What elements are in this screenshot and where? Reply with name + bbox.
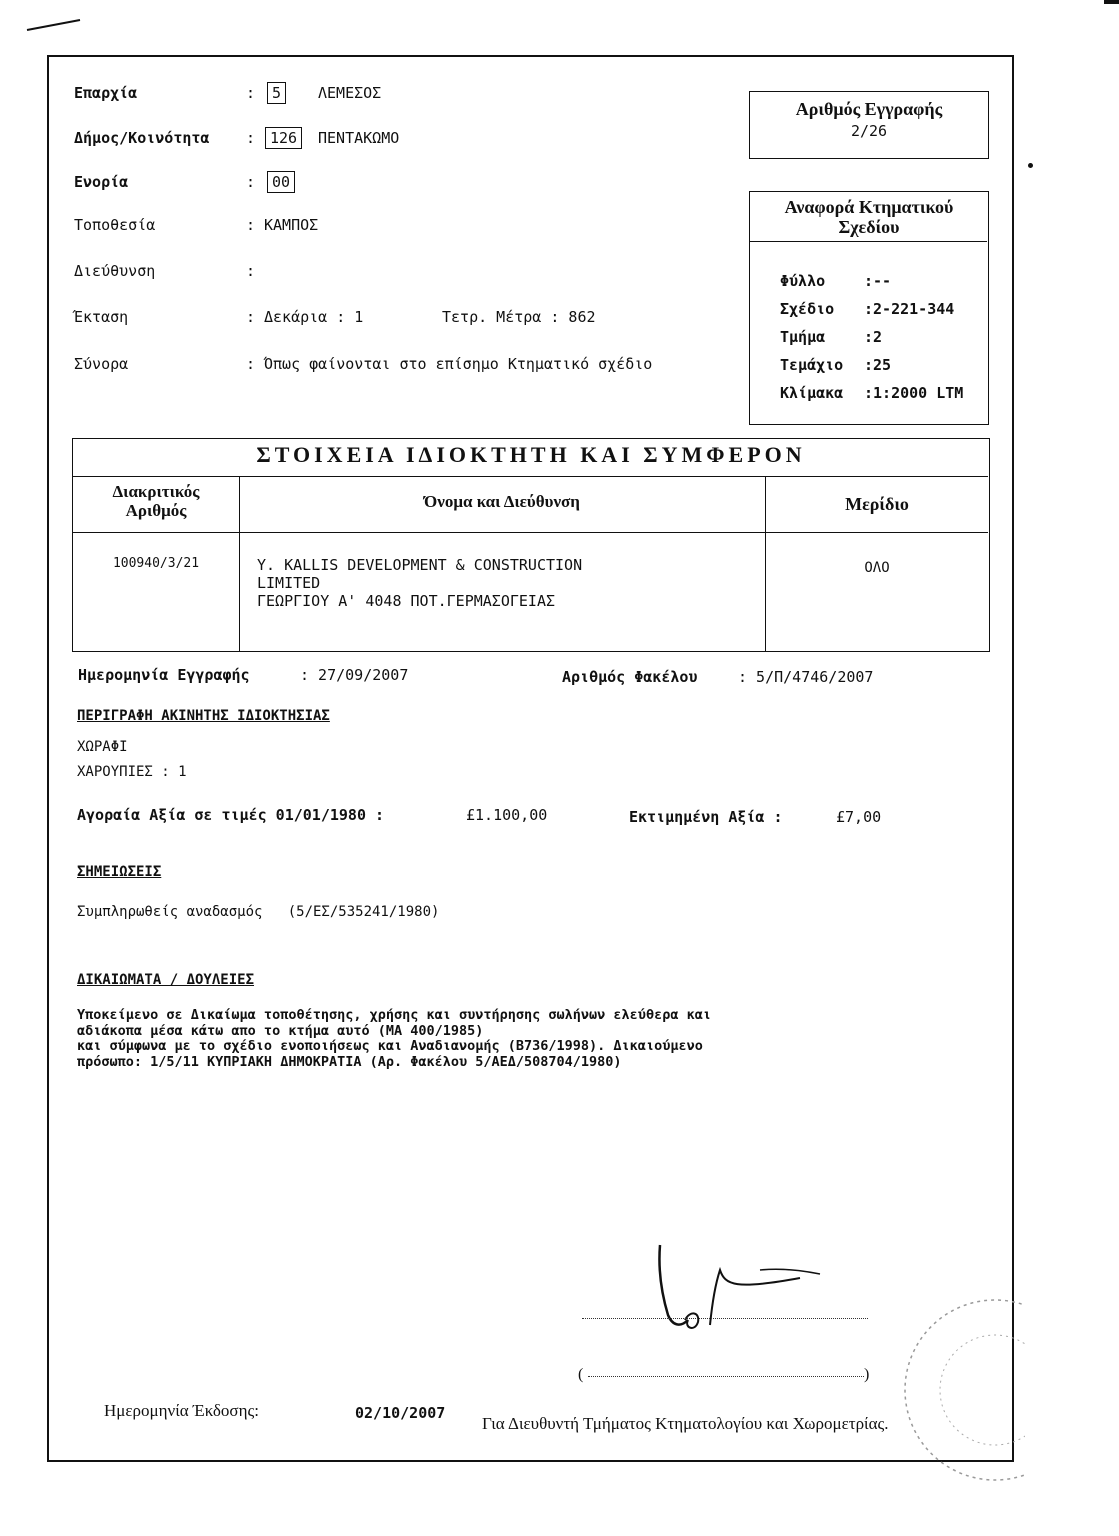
synora-label: Σύνορα [74,355,129,373]
topothesia-label: Τοποθεσία [74,216,156,234]
eparchia-code-box [267,82,286,104]
enoria-label: Ενορία [74,173,129,191]
rights-line3: και σύμφωνα με το σχέδιο ενοποιήσεως και Αναδιανομής (Β736/1998). Δικαιούμενο [77,1038,703,1054]
rights-line4: πρόσωπο: 1/5/11 ΚΥΠΡΙΑΚΗ ΔΗΜΟΚΡΑΤΙΑ (Αρ. Φακέλου 5/ΑΕΔ/508704/1980) [77,1053,622,1070]
plan-label-section: Τμήμα [780,328,826,346]
rights-heading: ΔΙΚΑΙΩΜΑΤΑ / ΔΟΥΛΕΙΕΣ [77,972,255,988]
colon: : [246,216,256,234]
signature-line [582,1318,868,1319]
estimated-value: £7,00 [836,808,882,826]
colon: : [246,129,256,147]
registration-number-value: 2/26 [850,122,888,140]
signature [640,1240,840,1335]
colon: : [246,355,256,373]
ektasi-dekaria: Δεκάρια : 1 [264,308,364,326]
plan-box-divider [750,241,987,242]
plan-reference-title: Αναφορά Κτηματικού Σχεδίου [784,197,954,237]
plan-value-scale: :1:2000 LTM [864,384,964,402]
file-number-value: : 5/Π/4746/2007 [738,668,874,686]
plan-value-sheet: :-- [864,272,892,290]
owner-name-address [257,556,582,610]
plan-label-plan: Σχέδιο [780,300,835,318]
signatory-paren-open: ( [578,1366,584,1383]
ektasi-label: Έκταση [74,308,129,326]
registration-date-label: Ημερομηνία Εγγραφής [78,666,250,684]
owner-table-title: ΣΤΟΙΧΕΙΑ ΙΔΙΟΚΤΗΤΗ ΚΑΙ ΣΥΜΦΕΡΟΝ [256,442,806,467]
estimated-value-label: Εκτιμημένη Αξία : [629,808,783,826]
property-heading: ΠΕΡΙΓΡΑΦΗ ΑΚΙΝΗΤΗΣ ΙΔΙΟΚΤΗΣΙΑΣ [77,708,330,724]
ektasi-metra: Τετρ. Μέτρα : 862 [442,308,596,326]
table-divider [73,532,988,533]
stray-mark [25,12,85,37]
plan-label-scale: Κλίμακα [780,384,844,402]
colon: : [246,308,256,326]
eparchia-name: ΛΕΜΕΣΟΣ [318,84,382,102]
signatory-paren-close: ) [864,1366,870,1383]
notes-heading: ΣΗΜΕΙΩΣΕΙΣ [77,864,162,880]
dimos-code: 126 [265,127,302,149]
plan-value-plan: :2-221-344 [864,300,955,318]
name-line [588,1376,864,1377]
notes-line1: Συμπληρωθείς αναδασμός (5/ΕΣ/535241/1980) [77,904,440,920]
dimos-code-box [265,127,302,149]
plan-label-parcel: Τεμάχιο [780,356,844,374]
dimos-label: Δήμος/Κοινότητα [74,129,210,147]
topothesia-value: ΚΑΜΠΟΣ [264,216,319,234]
synora-value: Όπως φαίνονται στο επίσημο Κτηματικό σχέδιο [264,355,653,373]
colon: : [246,84,256,102]
market-value: £1.100,00 [466,806,548,824]
property-line2: ΧΑΡΟΥΠΙΕΣ : 1 [77,764,187,780]
property-line1: ΧΩΡΑΦΙ [77,739,128,755]
edge-dot [1028,163,1033,168]
owner-name-line2: LIMITED [257,574,321,592]
plan-value-section: :2 [864,328,883,346]
owner-id: 100940/3/21 [112,556,200,571]
table-divider [73,476,988,477]
market-value-label: Αγοραία Αξία σε τιμές 01/01/1980 : [77,806,385,824]
plan-label-sheet: Φύλλο [780,272,826,290]
plan-value-parcel: :25 [864,356,892,374]
dieuthinsi-label: Διεύθυνση [74,262,156,280]
dimos-name: ΠΕΝΤΑΚΩΜΟ [318,129,400,147]
rights-line1: Υποκείμενο σε Δικαίωμα τοποθέτησης, χρήσης και συντήρησης σωλήνων ελεύθερα και [77,1007,711,1023]
file-number-label: Αριθμός Φακέλου [562,668,698,686]
owner-share: ΟΛΟ [864,560,890,576]
rights-line2: αδιάκοπα μέσα κάτω απο το κτήμα αυτό (ΜΑ 400/1985) [77,1022,484,1039]
plan-reference-box [749,191,989,425]
col-header-name: Όνομα και Διεύθυνση [424,492,580,511]
col-header-id: Διακριτικός Αριθμός [112,482,200,520]
enoria-code: 00 [267,171,295,193]
colon: : [246,262,256,280]
owner-table [72,438,990,652]
owner-address: ΓΕΩΡΓΙΟΥ Α' 4048 ΠΟΤ.ΓΕΡΜΑΣΟΓΕΙΑΣ [257,592,556,610]
registration-number-box [749,91,989,159]
col-header-share: Μερίδιο [845,494,909,514]
rights-text [77,1008,711,1070]
eparchia-label: Επαρχία [74,84,138,102]
official-seal [895,1290,1025,1490]
colon: : [246,173,256,191]
signatory-title: Για Διευθυντή Τμήματος Κτηματολογίου και Χωρομετρίας. [482,1414,889,1433]
edge-mark [1104,0,1119,4]
registration-date-value: : 27/09/2007 [300,666,409,684]
enoria-code-box [267,171,295,193]
registration-number-title: Αριθμός Εγγραφής [795,99,943,119]
issue-date-label: Ημερομηνία Έκδοσης: [104,1401,259,1420]
owner-name-line1: Y. KALLIS DEVELOPMENT & CONSTRUCTION [257,556,583,574]
issue-date-value: 02/10/2007 [355,1404,446,1422]
eparchia-code: 5 [267,82,286,104]
